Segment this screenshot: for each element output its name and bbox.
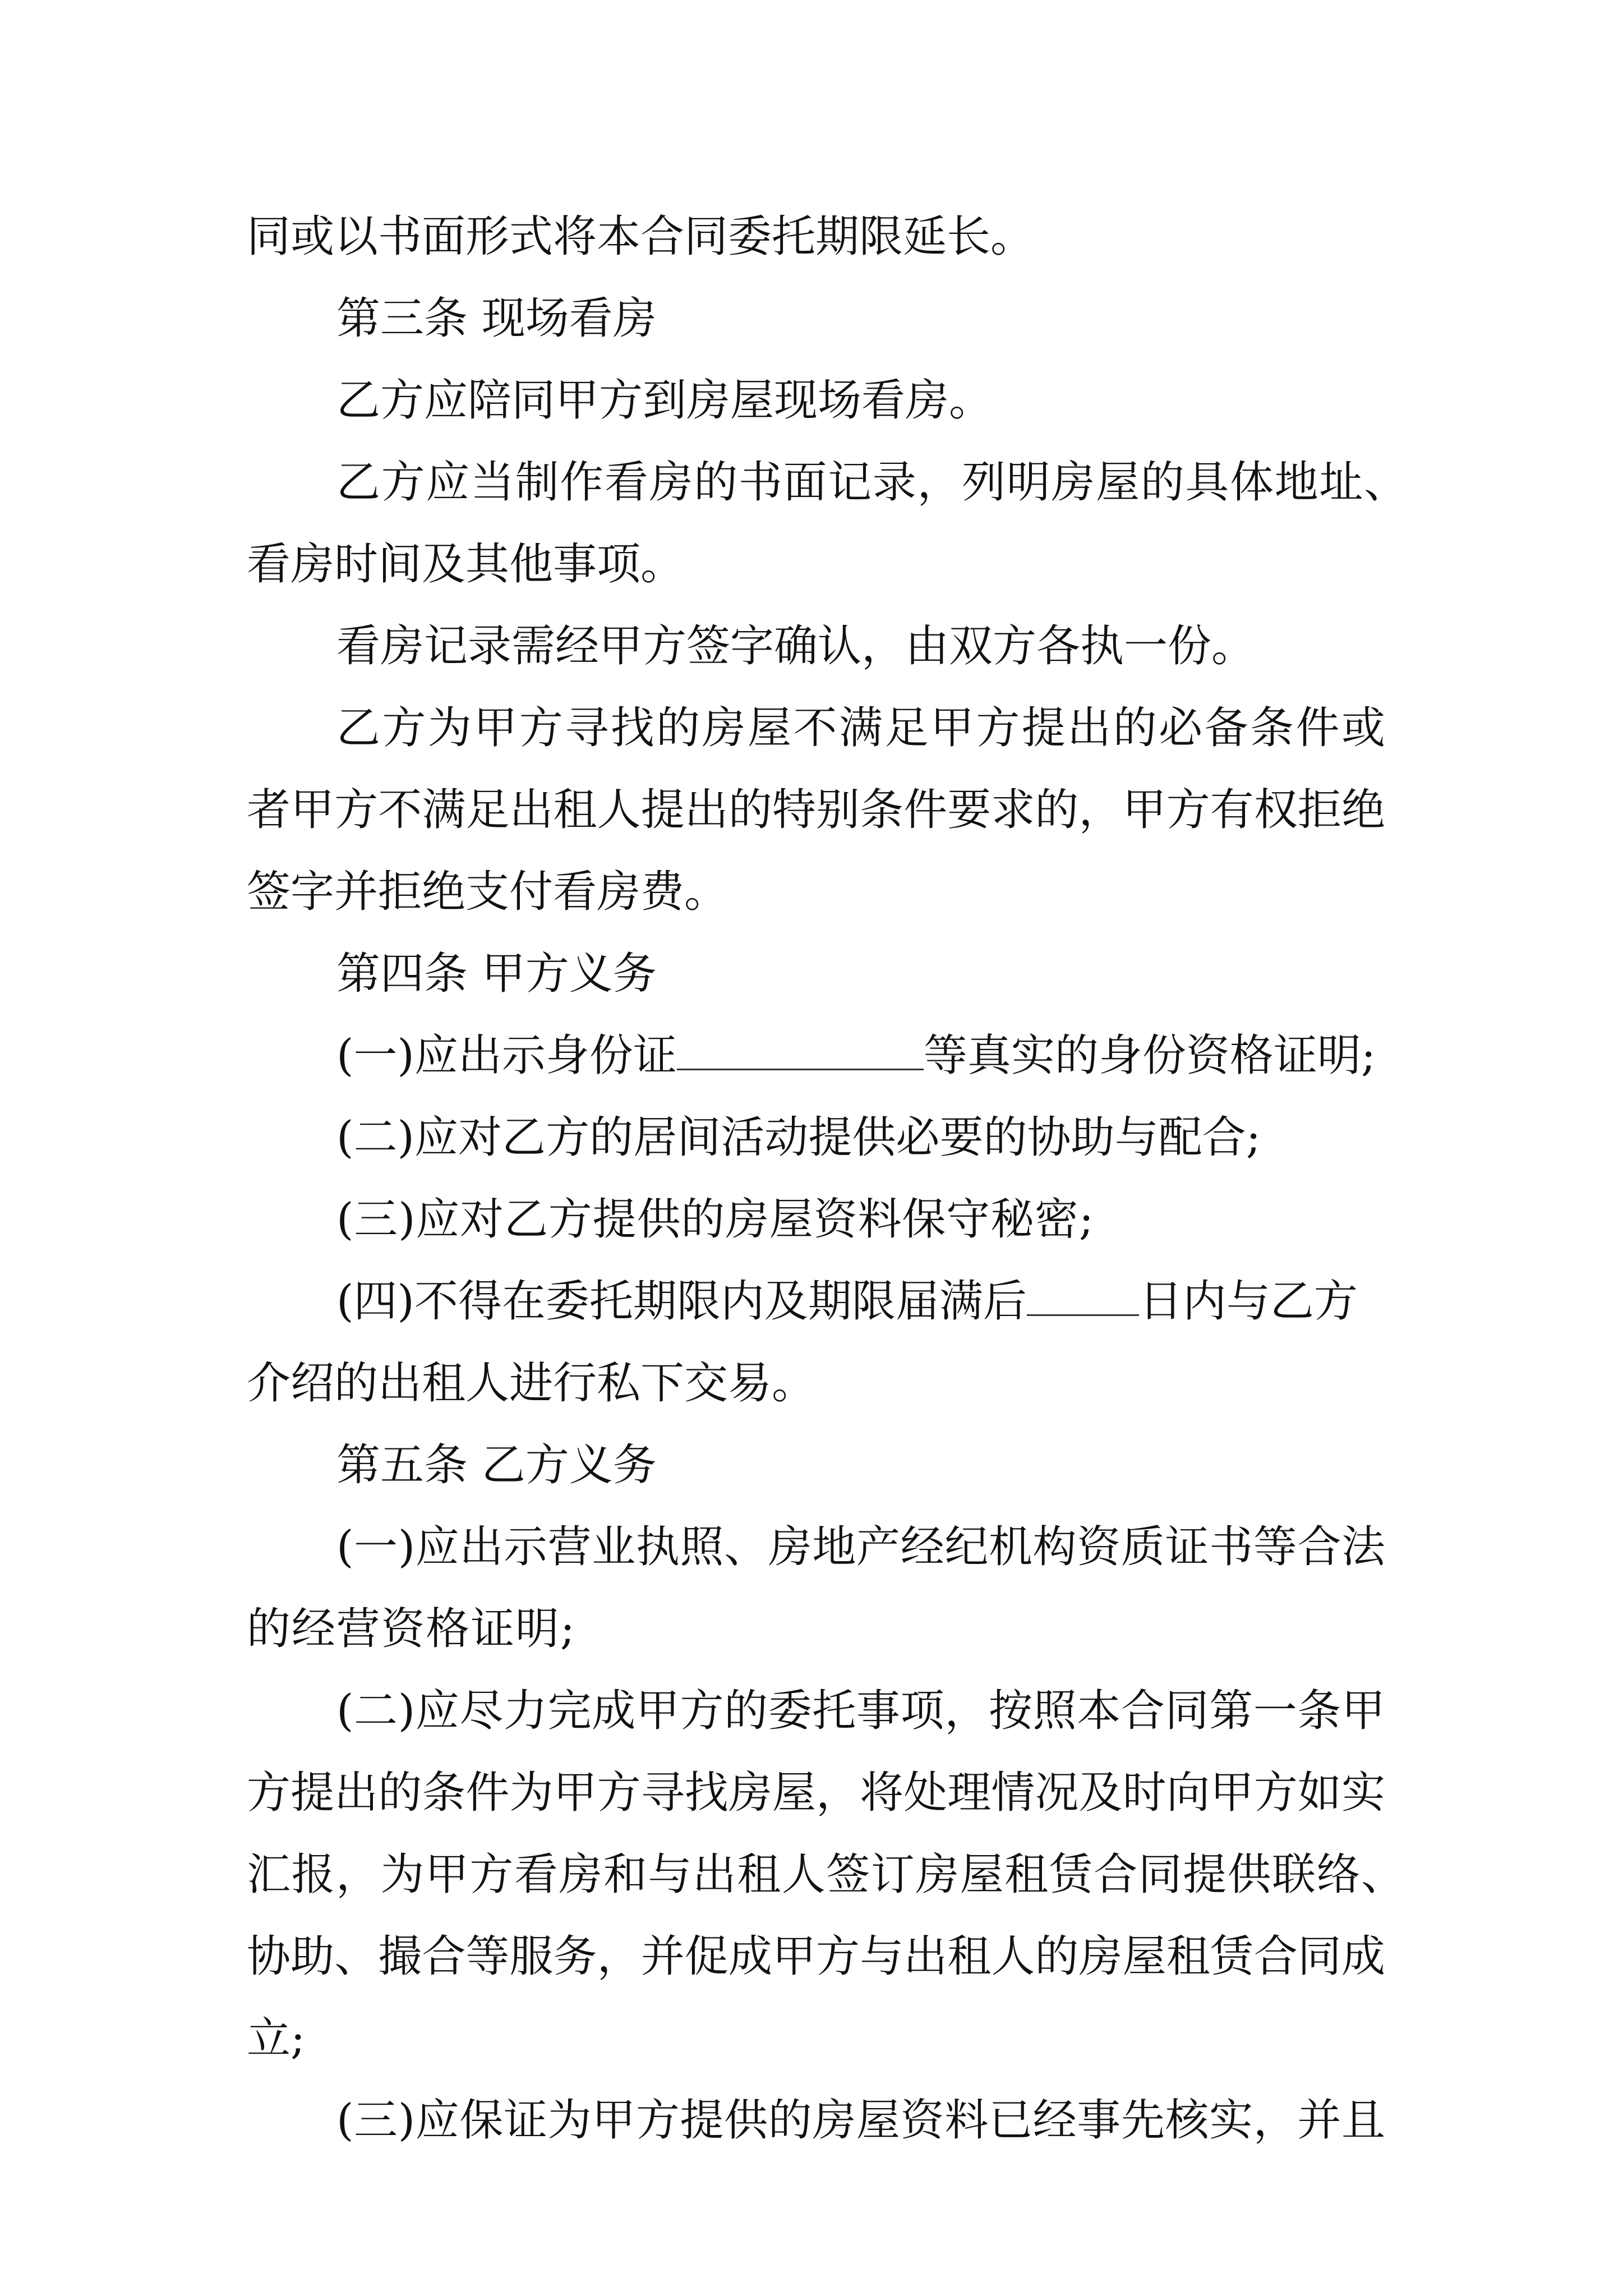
paragraph-line: 者甲方不满足出租人提出的特别条件要求的，甲方有权拒绝 (247, 785, 1385, 835)
paragraph-line: 方提出的条件为甲方寻找房屋，将处理情况及时向甲方如实 (247, 1768, 1385, 1818)
paragraph-line: 同或以书面形式将本合同委托期限延长。 (247, 211, 1035, 262)
paragraph-line: 看房时间及其他事项。 (247, 539, 685, 590)
paragraph-line: 看房记录需经甲方签字确认，由双方各执一份。 (336, 621, 1256, 671)
paragraph-line-with-blank (336, 1273, 1385, 1329)
paragraph-line: 乙方应陪同甲方到房屋现场看房。 (336, 375, 993, 426)
paragraph-line: 协助、撮合等服务，并促成甲方与出租人的房屋租赁合同成 (247, 1931, 1385, 1982)
paragraph-line: (三)应保证为甲方提供的房屋资料已经事先核实，并且 (336, 2095, 1385, 2146)
paragraph-line: (二)应对乙方的居间活动提供必要的协助与配合; (336, 1112, 1261, 1163)
paragraph-line: 乙方为甲方寻找的房屋不满足甲方提出的必备条件或 (336, 703, 1385, 753)
paragraph-line: 介绍的出租人进行私下交易。 (247, 1358, 816, 1409)
line-text: 等真实的身份资格证明; (923, 1030, 1376, 1081)
paragraph-line: (三)应对乙方提供的房屋资料保守秘密; (336, 1194, 1094, 1245)
paragraph-line: 签字并拒绝支付看房费。 (247, 867, 728, 917)
section-heading-article-5: 第五条 乙方义务 (336, 1440, 657, 1490)
line-text: 日内与乙方 (1138, 1276, 1358, 1327)
section-heading-article-4: 第四条 甲方义务 (336, 949, 657, 999)
paragraph-line: 汇报，为甲方看房和与出租人签订房屋租赁合同提供联络、 (247, 1849, 1405, 1900)
paragraph-line: 乙方应当制作看房的书面记录，列明房屋的具体地址、 (336, 457, 1408, 508)
line-text: (一)应出示身份证 (336, 1030, 677, 1081)
days-blank (1027, 1274, 1139, 1316)
paragraph-line: (二)应尽力完成甲方的委托事项，按照本合同第一条甲 (336, 1686, 1385, 1736)
paragraph-line: 的经营资格证明; (247, 1604, 575, 1654)
line-text: (四)不得在委托期限内及期限届满后 (336, 1276, 1027, 1327)
paragraph-line: 立; (247, 2013, 306, 2064)
id-number-blank (677, 1028, 924, 1070)
section-heading-article-3: 第三条 现场看房 (336, 293, 657, 344)
paragraph-line: (一)应出示营业执照、房地产经纪机构资质证书等合法 (336, 1522, 1385, 1572)
paragraph-line-with-blank (336, 1028, 1385, 1084)
